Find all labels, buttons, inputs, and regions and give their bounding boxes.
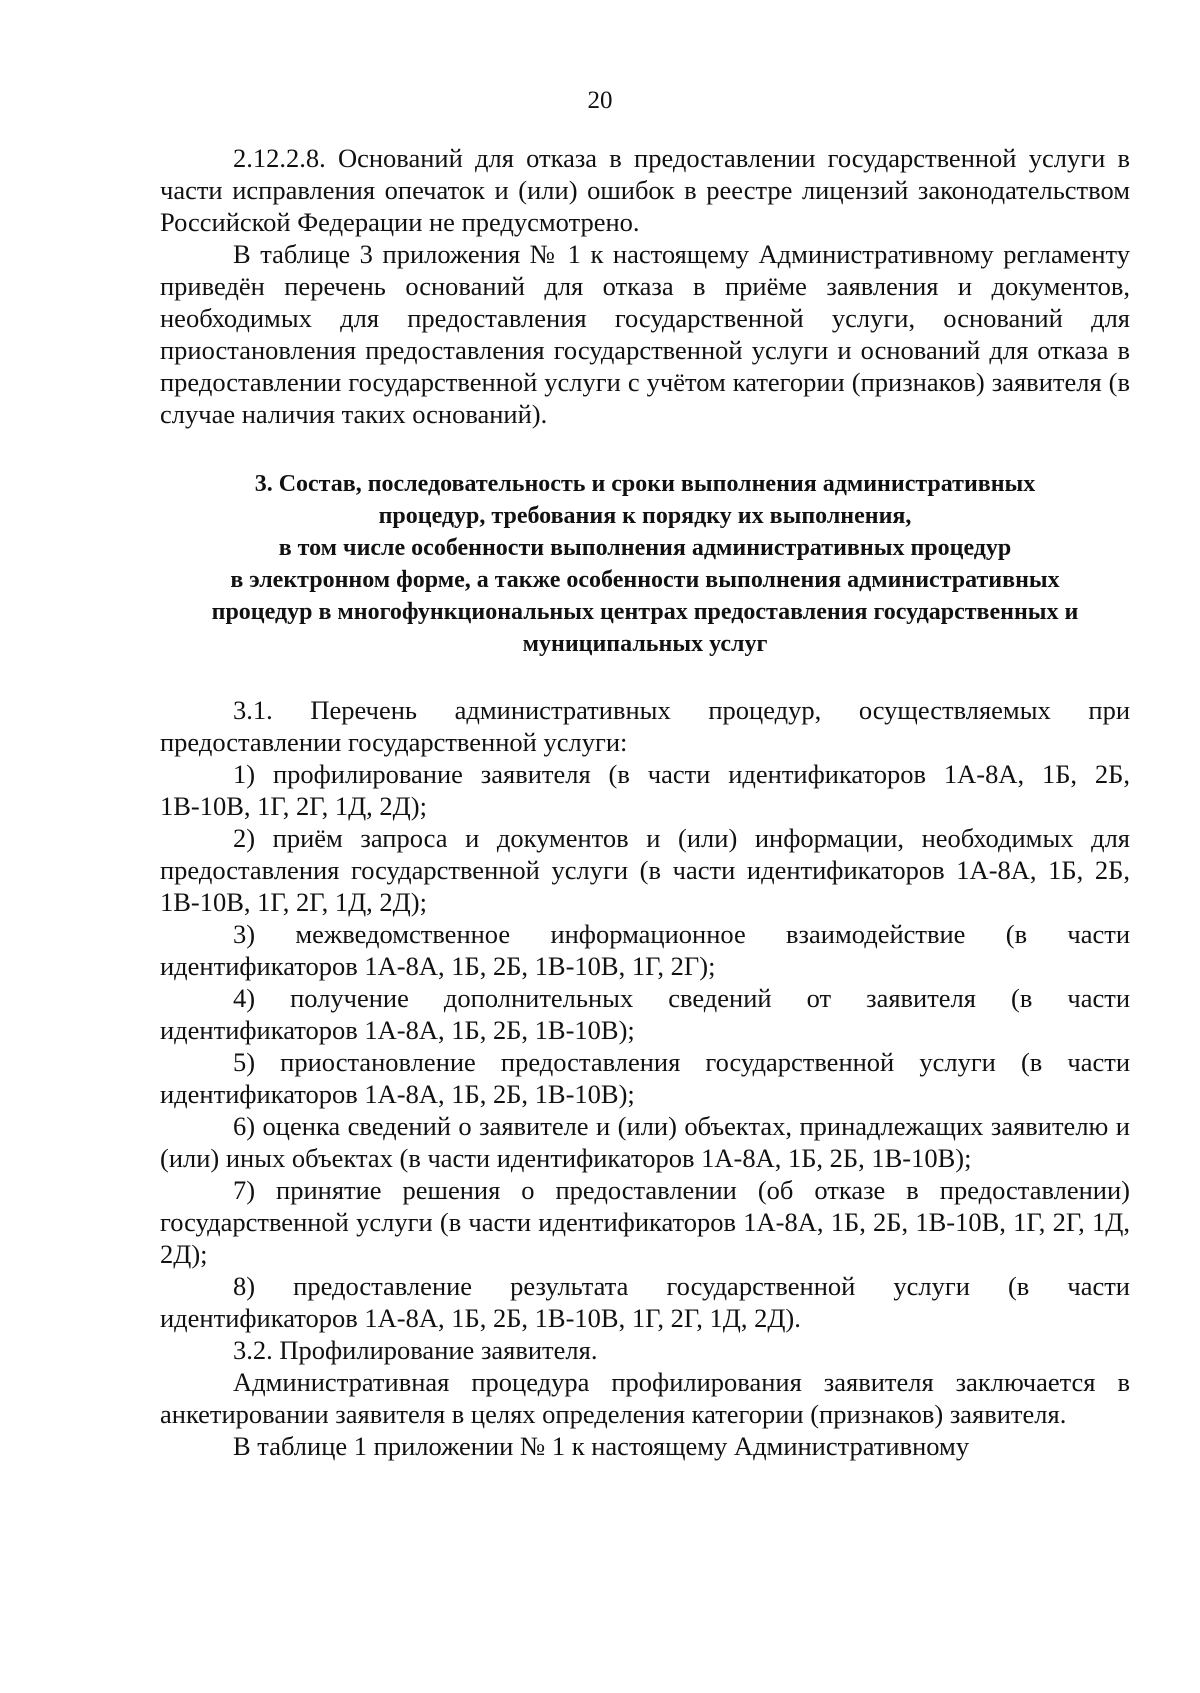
list-item-1: 1) профилирование заявителя (в части идентификаторов 1А-8А, 1Б, 2Б, 1В-10В, 1Г, 2Г, 1Д, 2Д); (160, 759, 1130, 821)
paragraph-profiling-procedure: Административная процедура профилирования заявителя заключается в анкетировании заявителя в целях определения категории (признаков) заявителя. (160, 1367, 1130, 1429)
document-body (160, 142, 1130, 1462)
heading-line: в том числе особенности выполнения административных процедур (278, 535, 1012, 561)
list-item-6: 6) оценка сведений о заявителе и (или) объектах, принадлежащих заявителю и (или) иных объектах (в части идентификаторов 1А-8А, 1Б, 2Б, 1В-10В); (160, 1111, 1130, 1173)
list-item-4: 4) получение дополнительных сведений от заявителя (в части идентификаторов 1А-8А, 1Б, 2Б, 1В-10В); (160, 983, 1130, 1045)
list-item-5: 5) приостановление предоставления государственной услуги (в части идентификаторов 1А-8А, 1Б, 2Б, 1В-10В); (160, 1047, 1130, 1109)
list-item-8: 8) предоставление результата государственной услуги (в части идентификаторов 1А-8А, 1Б, 2Б, 1В-10В, 1Г, 2Г, 1Д, 2Д). (160, 1271, 1130, 1333)
page-number: 20 (587, 87, 613, 114)
heading-line: муниципальных услуг (522, 631, 768, 657)
section-3-heading (160, 468, 1130, 660)
list-item-2: 2) приём запроса и документов и (или) информации, необходимых для предоставления государственной услуги (в части идентификаторов 1А-8А, 1Б, 2Б, 1В-10В, 1Г, 2Г, 1Д, 2Д); (160, 823, 1130, 917)
paragraph-3-1: 3.1. Перечень административных процедур, осуществляемых при предоставлении государственной услуги: (160, 695, 1130, 757)
paragraph-table-3-reference: В таблице 3 приложения № 1 к настоящему Административному регламенту приведён перечень оснований для отказа в приёме заявления и документов, необходимых для предоставления государственной услуги, оснований для приостановления предоставления государственной услуги и оснований для отказа в предоставлении государственной услуги с учётом категории (признаков) заявителя (в случае наличия таких оснований). (160, 239, 1130, 429)
heading-line: в электронном форме, а также особенности выполнения административных (230, 567, 1060, 593)
list-item-7: 7) принятие решения о предоставлении (об отказе в предоставлении) государственной услуги (в части идентификаторов 1А-8А, 1Б, 2Б, 1В-10В, 1Г, 2Г, 1Д, 2Д); (160, 1175, 1130, 1269)
heading-line: процедур, требования к порядку их выполнения, (378, 503, 912, 529)
paragraph-2-12-2-8: 2.12.2.8. Оснований для отказа в предоставлении государственной услуги в части исправления опечаток и (или) ошибок в реестре лицензий законодательством Российской Федерации не предусмотрено. (160, 143, 1130, 237)
heading-line: 3. Состав, последовательность и сроки выполнения административных (254, 471, 1036, 497)
paragraph-table-1-reference: В таблице 1 приложении № 1 к настоящему Административному (233, 1431, 970, 1461)
heading-line: процедур в многофункциональных центрах предоставления государственных и (211, 599, 1079, 625)
paragraph-3-2: 3.2. Профилирование заявителя. (233, 1335, 598, 1365)
list-item-3: 3) межведомственное информационное взаимодействие (в части идентификаторов 1А-8А, 1Б, 2Б, 1В-10В, 1Г, 2Г); (160, 919, 1130, 981)
